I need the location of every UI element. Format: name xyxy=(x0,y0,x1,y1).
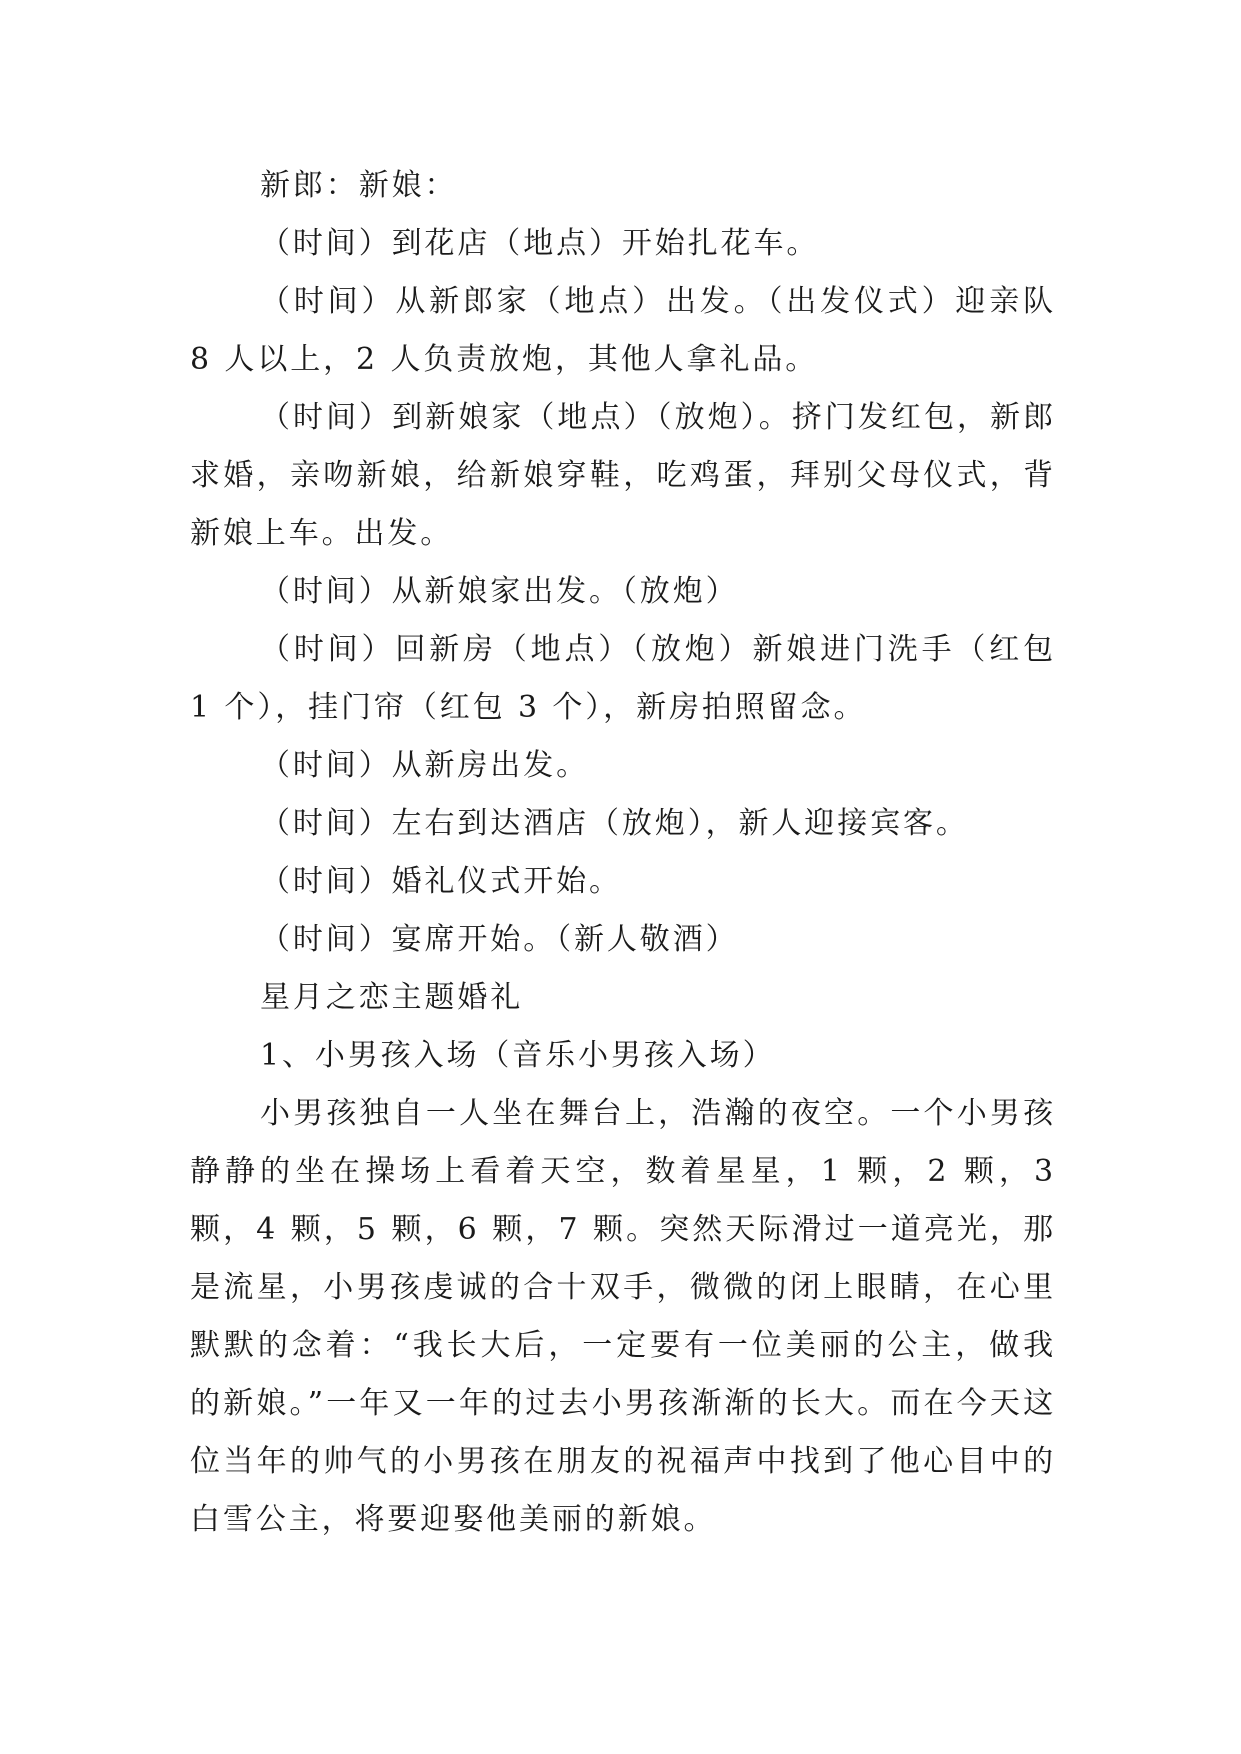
paragraph-story: 小男孩独自一人坐在舞台上，浩瀚的夜空。一个小男孩静静的坐在操场上看着天空，数着星星，1 颗，2 颗，3 颗，4 颗，5 颗，6 颗，7 颗。突然天际滑过一道亮光，那是流星，小男孩虔诚的合十双手，微微的闭上眼睛，在心里默默的念着：“我长大后，一定要有一位美丽的公主，做我的新娘。”一年又一年的过去小男孩渐渐的长大。而在今天这位当年的帅气的小男孩在朋友的祝福声中找到了他心目中的白雪公主，将要迎娶他美丽的新娘。 xyxy=(190,1096,1056,1537)
paragraph-flower-car: （时间）到花店（地点）开始扎花车。 xyxy=(260,226,820,261)
paragraph-arrive-bride-home: （时间）到新娘家（地点）（放炮）。挤门发红包，新郎求婚，亲吻新娘，给新娘穿鞋，吃鸡蛋，拜别父母仪式，背新娘上车。出发。 xyxy=(190,400,1056,551)
paragraph-ceremony-start: （时间）婚礼仪式开始。 xyxy=(260,864,622,899)
paragraph-depart-groom-home: （时间）从新郎家（地点）出发。（出发仪式）迎亲队 8 人以上，2 人负责放炮，其他人拿礼品。 xyxy=(190,284,1056,377)
subheading-boy-entrance: 1、小男孩入场（音乐小男孩入场） xyxy=(260,1038,776,1073)
paragraph-depart-new-house: （时间）从新房出发。 xyxy=(260,748,589,783)
paragraph-return-new-house: （时间）回新房（地点）（放炮）新娘进门洗手（红包 1 个），挂门帘（红包 3 个），新房拍照留念。 xyxy=(190,632,1056,725)
paragraph-arrive-hotel: （时间）左右到达酒店（放炮），新人迎接宾客。 xyxy=(260,806,969,841)
paragraph-depart-bride-home: （时间）从新娘家出发。（放炮） xyxy=(260,574,739,609)
paragraph-banquet-start: （时间）宴席开始。（新人敬酒） xyxy=(260,922,739,957)
section-heading-theme: 星月之恋主题婚礼 xyxy=(260,980,524,1015)
document-body xyxy=(190,157,1056,1549)
paragraph-groom-bride: 新郎：新娘： xyxy=(260,168,458,203)
